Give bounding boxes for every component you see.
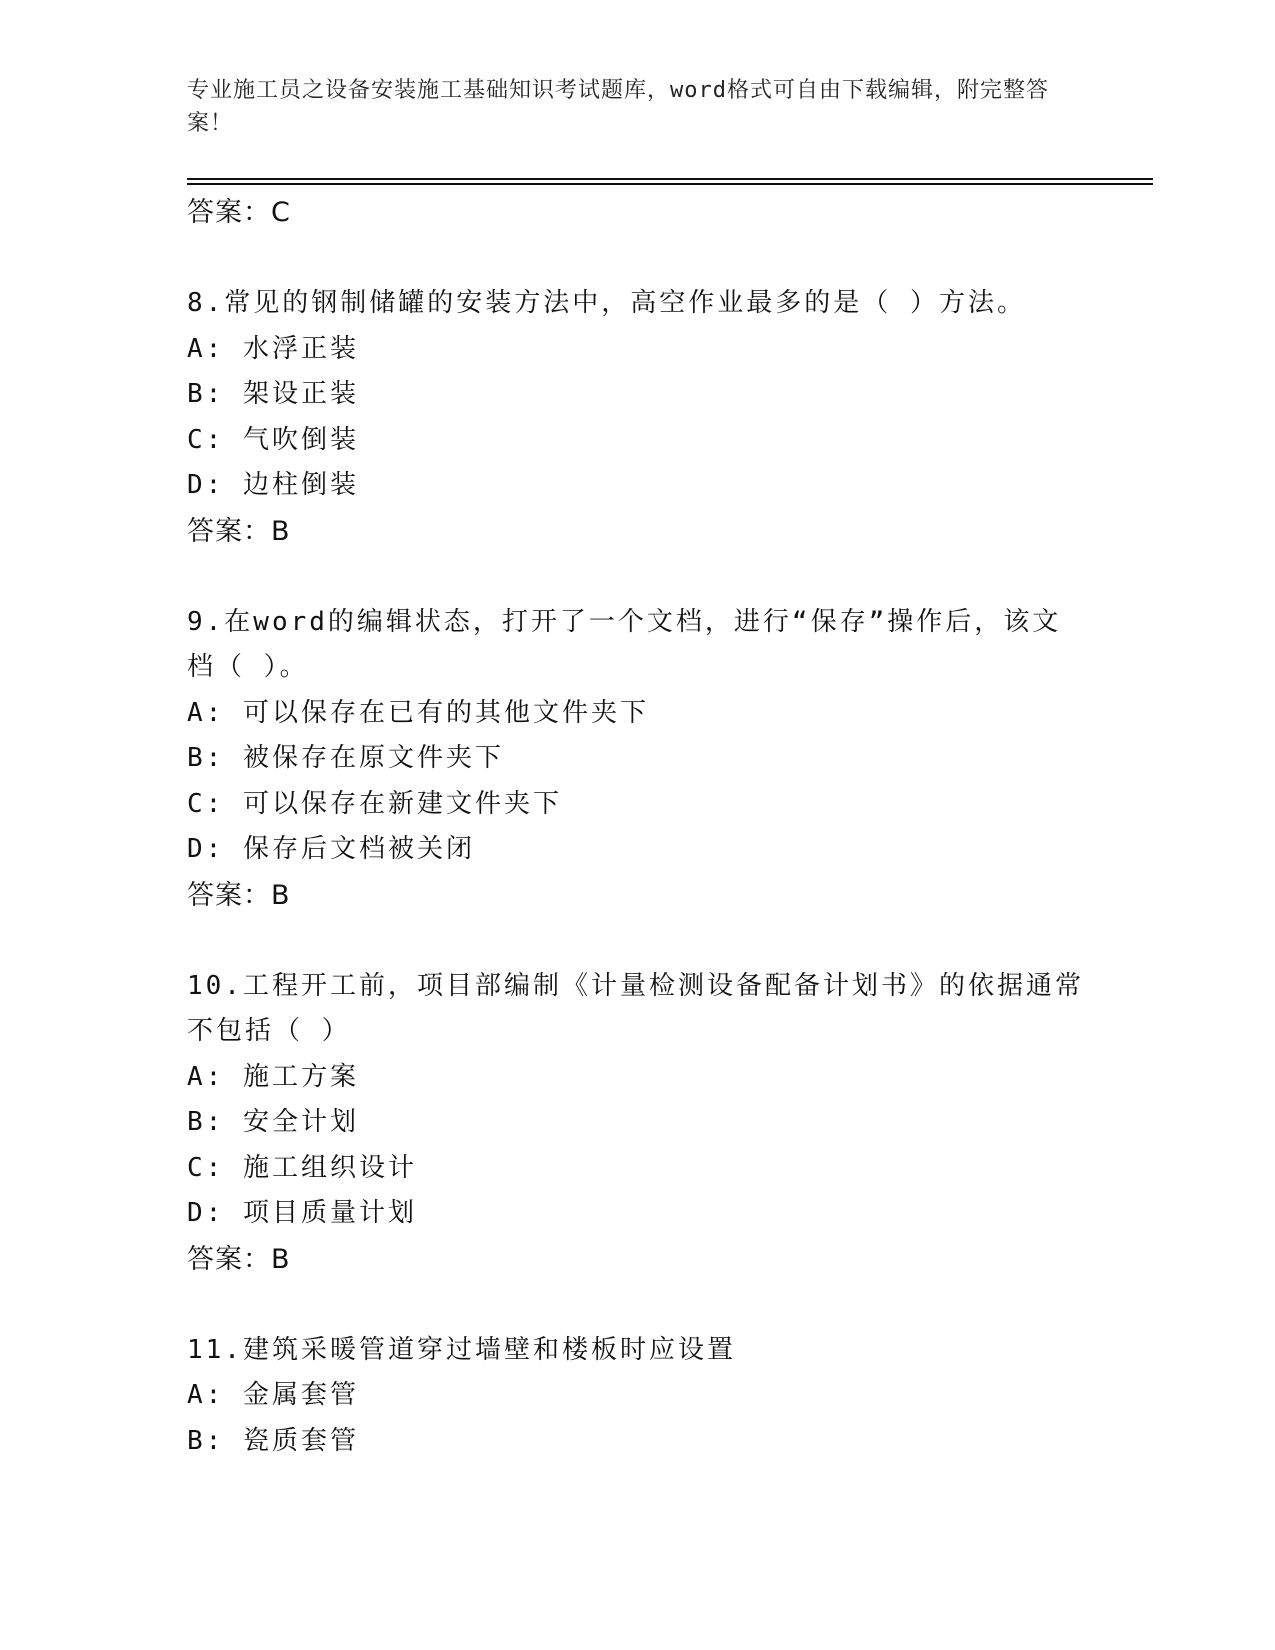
question-8-option-c: C: 气吹倒装 <box>187 424 359 455</box>
question-8-text: 8.常见的钢制储罐的安装方法中，高空作业最多的是（ ）方法。 <box>187 288 1026 318</box>
question-8-option-b: B: 架设正装 <box>187 379 359 409</box>
header-rule-bottom <box>187 183 1153 185</box>
question-9-answer: 答案：B <box>187 879 291 911</box>
question-list <box>187 190 1087 1464</box>
question-9-text: 9.在word的编辑状态，打开了一个文档，进行“保存”操作后，该文档（ ）。 <box>187 606 1062 682</box>
question-9-option-b: B: 被保存在原文件夹下 <box>187 743 504 773</box>
question-11-option-b: B: 瓷质套管 <box>187 1425 359 1456</box>
question-8-option-d: D: 边柱倒装 <box>187 470 359 500</box>
page-header: 专业施工员之设备安装施工基础知识考试题库，word格式可自由下载编辑，附完整答案！ <box>187 78 1049 136</box>
question-11-option-a: A: 金属套管 <box>187 1380 359 1410</box>
question-9 <box>187 600 1087 918</box>
question-10-answer: 答案：B <box>187 1243 291 1275</box>
question-10-option-d: D: 项目质量计划 <box>187 1198 417 1228</box>
question-9-option-c: C: 可以保存在新建文件夹下 <box>187 788 562 819</box>
answer-prev: 答案：C <box>187 197 291 228</box>
question-10-option-c: C: 施工组织设计 <box>187 1152 417 1183</box>
header-rule-top <box>187 178 1153 180</box>
question-11-text: 11.建筑采暖管道穿过墙壁和楼板时应设置 <box>187 1334 736 1365</box>
question-10-text: 10.工程开工前，项目部编制《计量检测设备配备计划书》的依据通常不包括（ ） <box>187 970 1084 1046</box>
question-10-option-b: B: 安全计划 <box>187 1107 359 1137</box>
question-9-option-a: A: 可以保存在已有的其他文件夹下 <box>187 697 649 728</box>
question-10 <box>187 964 1087 1282</box>
question-8 <box>187 281 1087 554</box>
question-8-answer: 答案：B <box>187 515 291 547</box>
question-11 <box>187 1328 1087 1465</box>
question-10-option-a: A: 施工方案 <box>187 1061 359 1092</box>
question-9-option-d: D: 保存后文档被关闭 <box>187 834 475 864</box>
question-8-option-a: A: 水浮正装 <box>187 333 359 364</box>
